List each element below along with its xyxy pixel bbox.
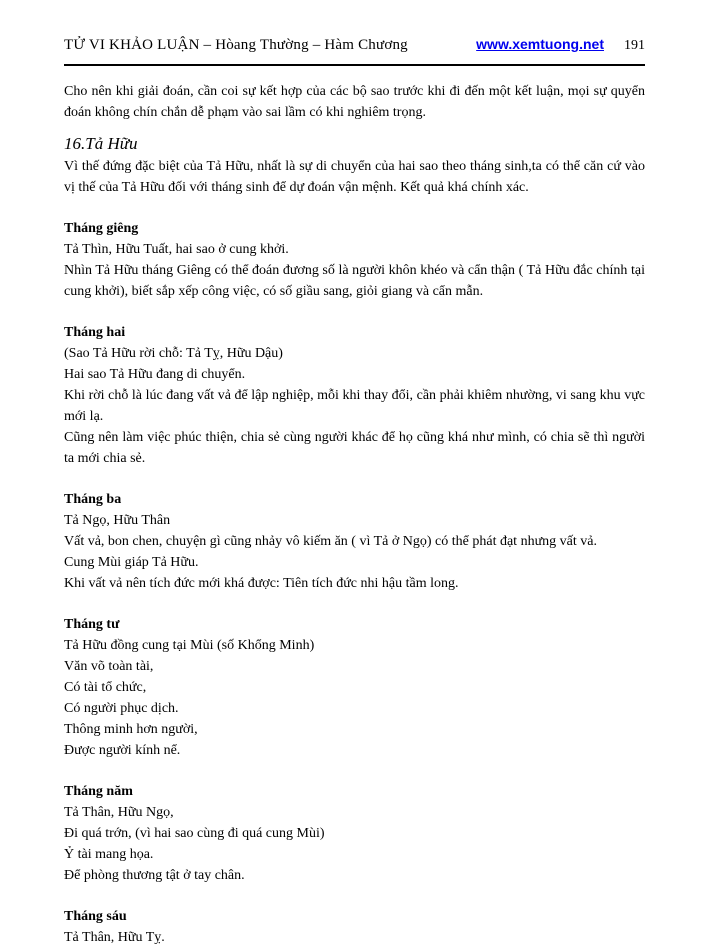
month-line: Ỷ tài mang họa. xyxy=(64,847,154,862)
month-line: Được người kính nể. xyxy=(64,743,181,758)
month-line: Có tài tổ chức, xyxy=(64,680,147,695)
month-section-1 xyxy=(64,218,645,302)
month-section-5 xyxy=(64,781,645,886)
month-title: Tháng năm xyxy=(64,784,133,799)
header-link[interactable]: www.xemtuong.net xyxy=(476,36,604,52)
month-line: Cung Mùi giáp Tả Hữu. xyxy=(64,555,199,570)
month-section-2 xyxy=(64,322,645,469)
header-divider xyxy=(64,64,645,66)
month-title: Tháng sáu xyxy=(64,909,127,924)
month-title: Tháng ba xyxy=(64,492,122,507)
header-title: TỬ VI KHẢO LUẬN – Hòang Thường – Hàm Chương xyxy=(64,37,408,53)
month-section-3 xyxy=(64,489,645,594)
intro-paragraph: Cho nên khi giải đoán, cần coi sự kết hợp của các bộ sao trước khi đi đến một kết luận, mọi sự quyển đoán không chín chắn dễ phạm vào sai lầm có khi nghiêm trọng. xyxy=(64,84,645,120)
month-line: Tả Ngọ, Hữu Thân xyxy=(64,513,171,528)
month-line: Tả Thân, Hữu Ngọ, xyxy=(64,805,174,820)
month-section-4 xyxy=(64,614,645,761)
month-title: Tháng hai xyxy=(64,325,126,340)
month-line: Thông minh hơn người, xyxy=(64,722,198,737)
month-line: Đi quá trớn, (vì hai sao cùng đi quá cung Mùi) xyxy=(64,826,325,841)
month-line: Khi rời chỗ là lúc đang vất vả để lập nghiệp, mỗi khi thay đổi, cần phải khiêm nhường, vi sang khu vực mới lạ. xyxy=(64,388,645,424)
month-line: Tả Thìn, Hữu Tuất, hai sao ở cung khởi. xyxy=(64,242,289,257)
month-line: Tả Hữu đồng cung tại Mùi (số Khổng Minh) xyxy=(64,638,315,653)
month-line: Có người phục dịch. xyxy=(64,701,179,716)
month-line: Nhìn Tả Hữu tháng Giêng có thể đoán đương số là người khôn khéo và cẩn thận ( Tả Hữu đắc chính tại cung khởi), biết sắp xếp công việc, có số giầu sang, giỏi giang và cẩn mẫn. xyxy=(64,263,645,299)
month-line: Văn võ toàn tài, xyxy=(64,659,154,674)
month-title: Tháng giêng xyxy=(64,221,139,236)
month-line: Tả Thân, Hữu Tỵ. xyxy=(64,930,165,945)
page-number: 191 xyxy=(624,38,645,53)
month-line: Vất vả, bon chen, chuyện gì cũng nhảy vô kiếm ăn ( vì Tả ở Ngọ) có thể phát đạt nhưng vất vả. xyxy=(64,534,597,549)
header-right xyxy=(476,34,645,56)
section-intro: Vì thế đứng đặc biệt của Tả Hữu, nhất là sự di chuyển của hai sao theo tháng sinh,ta có thể căn cứ vào vị thế của Tả Hữu đối với tháng sinh để dự đoán vận mệnh. Kết quả khá chính xác. xyxy=(64,159,645,195)
month-title: Tháng tư xyxy=(64,617,120,632)
month-line: (Sao Tả Hữu rời chỗ: Tả Tỵ, Hữu Dậu) xyxy=(64,346,283,361)
page-header xyxy=(64,34,645,56)
month-line: Khi vất vả nên tích đức mới khá được: Tiên tích đức nhi hậu tầm long. xyxy=(64,576,459,591)
month-section-6 xyxy=(64,906,645,948)
section-heading: 16.Tả Hữu xyxy=(64,134,138,153)
month-line: Cũng nên làm việc phúc thiện, chia sẻ cùng người khác để họ cũng khá như mình, có chia sẽ thì người ta mới chia sẻ. xyxy=(64,430,645,466)
month-line: Để phòng thương tật ở tay chân. xyxy=(64,868,245,883)
month-line: Hai sao Tả Hữu đang di chuyển. xyxy=(64,367,246,382)
